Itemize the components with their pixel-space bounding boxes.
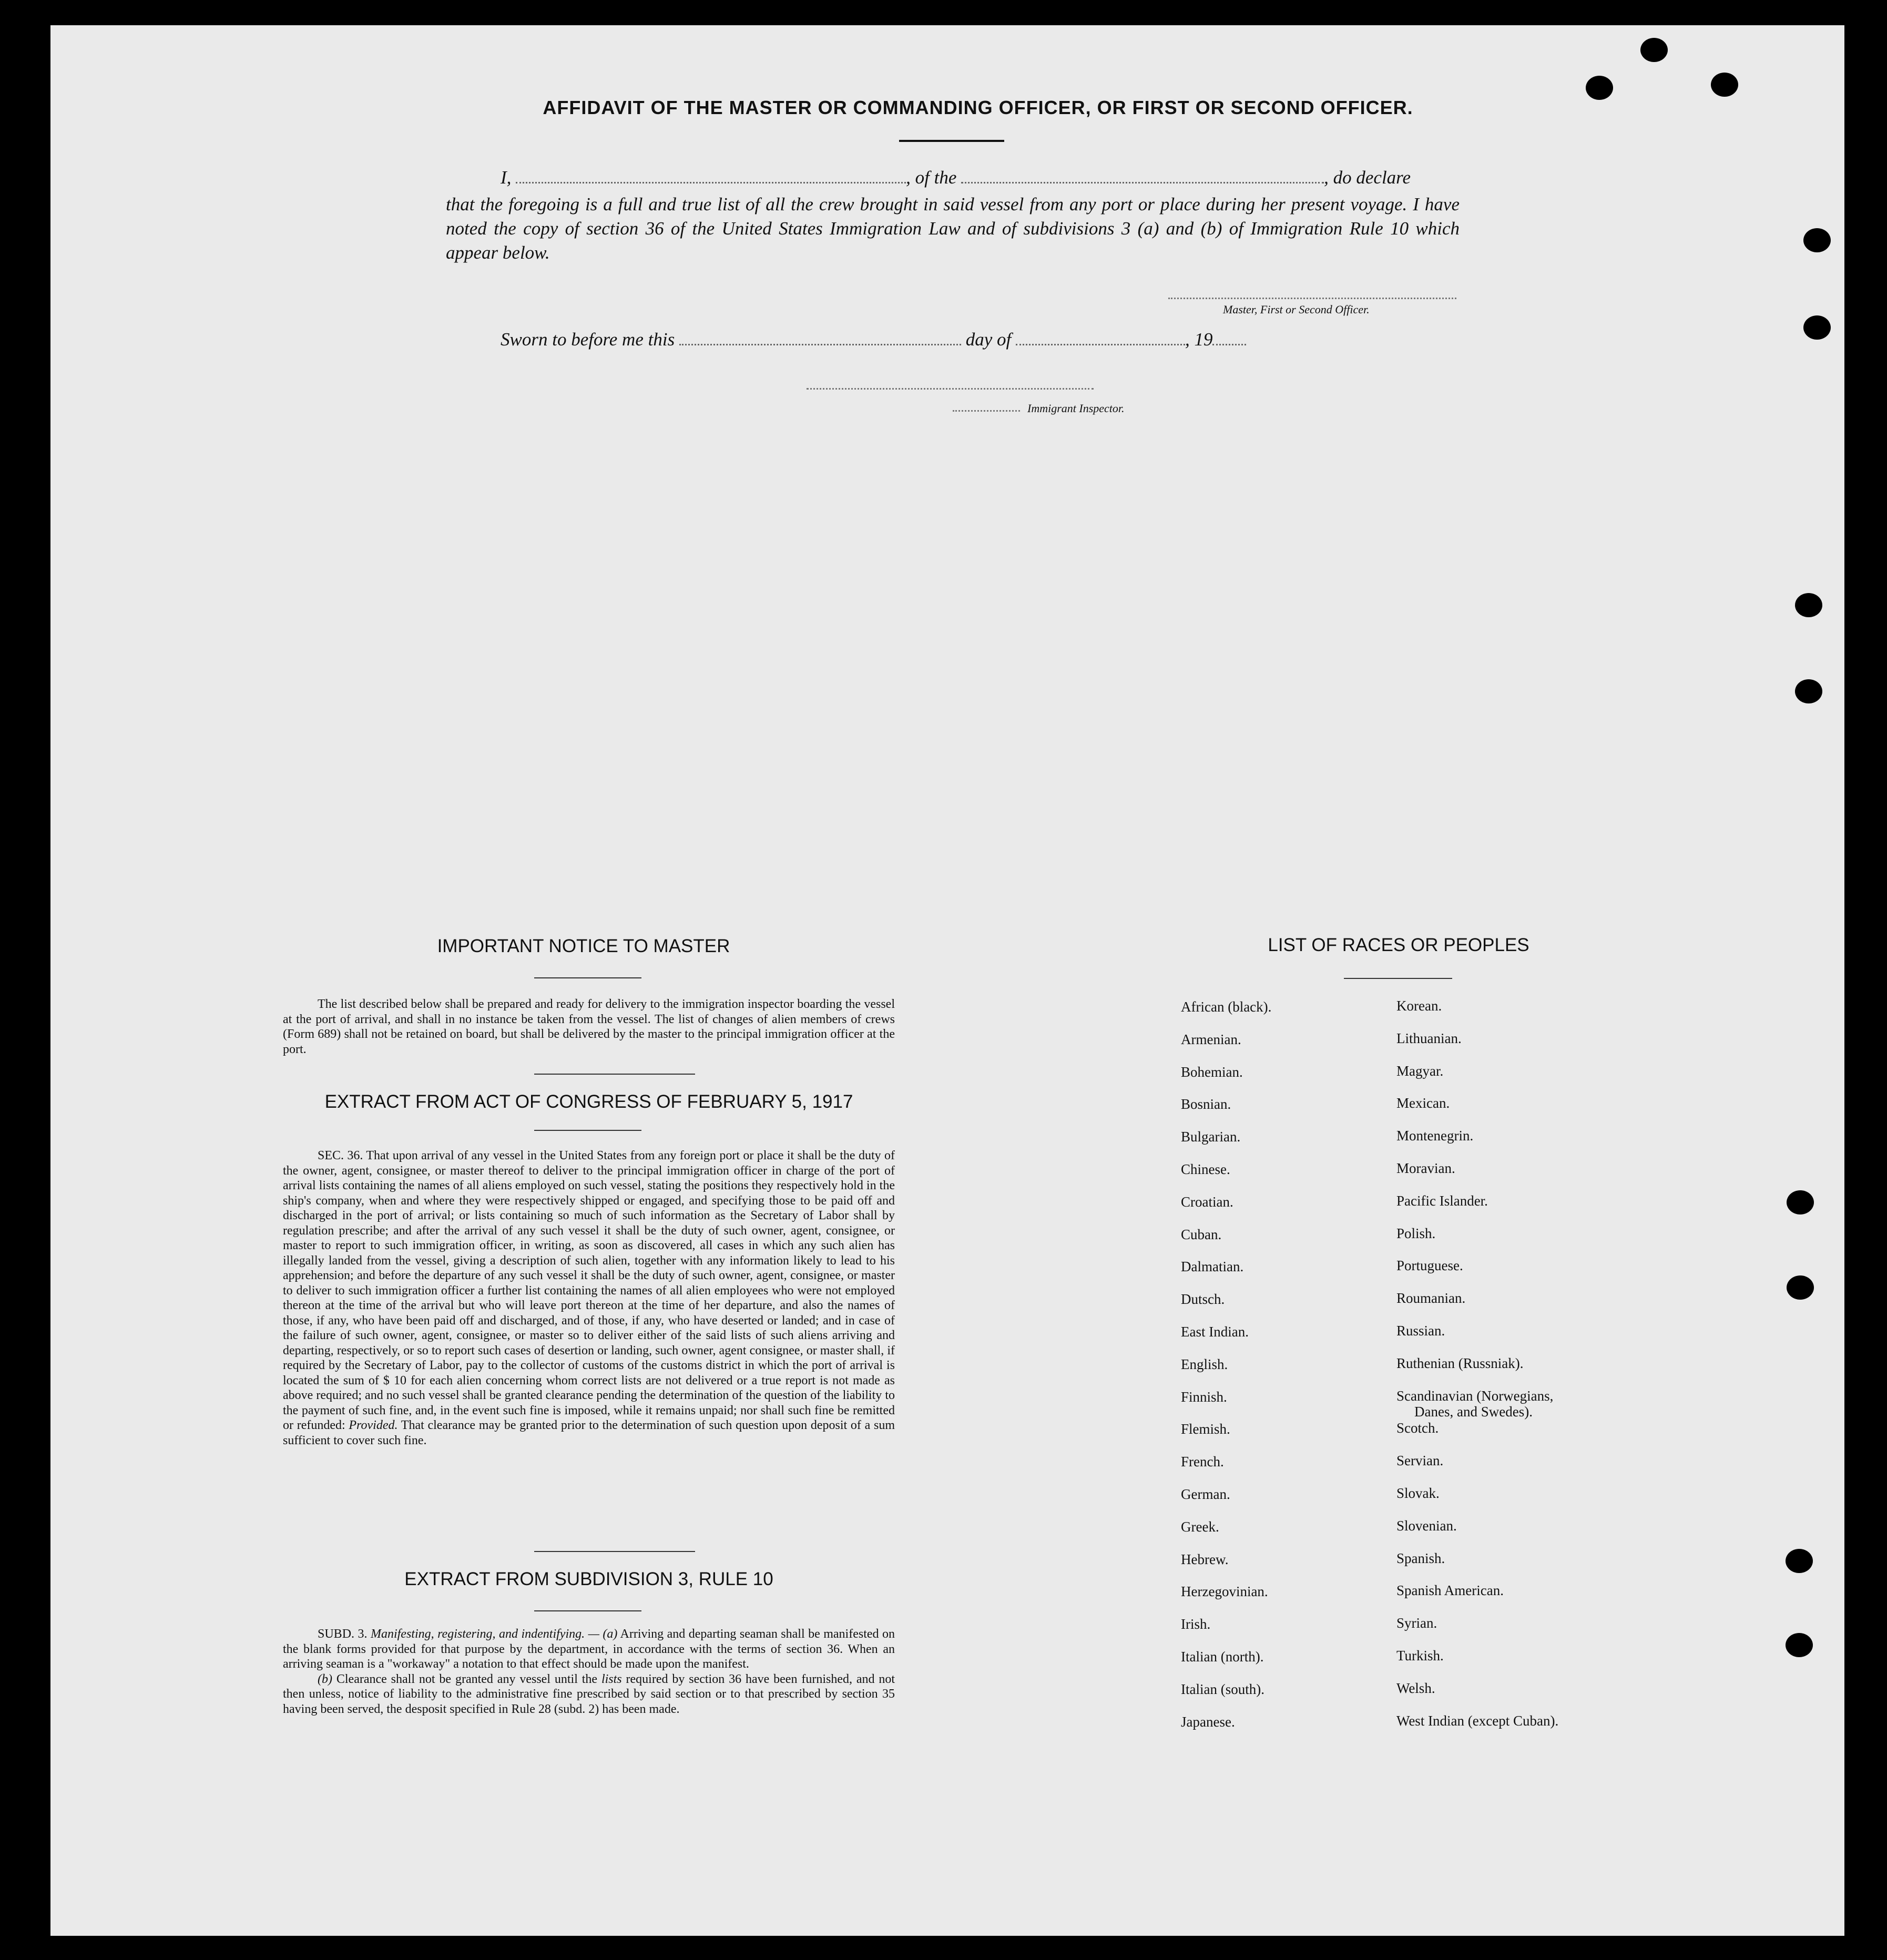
subd-b-label: (b): [318, 1672, 332, 1686]
race-item: Italian (north).: [1181, 1649, 1264, 1665]
race-item: Welsh.: [1396, 1680, 1435, 1696]
race-item: German.: [1181, 1486, 1230, 1502]
race-item: Russian.: [1396, 1323, 1445, 1339]
race-item: Pacific Islander.: [1396, 1192, 1488, 1209]
inspector-signature-field[interactable]: [807, 388, 1094, 390]
notice-divider: [534, 977, 641, 978]
race-item: Moravian.: [1396, 1160, 1455, 1176]
act-extract-text: [283, 1148, 895, 1448]
race-item: Portuguese.: [1396, 1258, 1463, 1274]
inspector-caption: Immigrant Inspector.: [1027, 402, 1125, 415]
race-item: Cuban.: [1181, 1226, 1222, 1242]
punch-hole: [1787, 1275, 1814, 1300]
race-item: Hebrew.: [1181, 1551, 1229, 1567]
scandinavian-continuation: Danes, and Swedes).: [1414, 1404, 1533, 1420]
race-item: Servian.: [1396, 1453, 1444, 1469]
race-item: English.: [1181, 1356, 1228, 1372]
declare-suffix: , do declare: [1324, 167, 1411, 188]
race-item: Korean.: [1396, 998, 1442, 1014]
race-item: Magyar.: [1396, 1063, 1444, 1079]
affidavit-paragraph: that the foregoing is a full and true list of all the crew brought in said vessel from any port or place during her present voyage. I have noted the copy of section 36 of the United States Immigration Law and of subdivisions 3 (a) and (b) of Immigration Rule 10 which appear below.: [446, 194, 1460, 263]
subd-label: SUBD. 3.: [318, 1627, 368, 1641]
race-item: African (black).: [1181, 999, 1272, 1015]
punch-hole: [1786, 1549, 1813, 1573]
vessel-prefix: , of the: [906, 167, 957, 188]
race-item: Italian (south).: [1181, 1681, 1264, 1697]
punch-hole: [1803, 315, 1831, 340]
declarant-prefix: I,: [501, 167, 512, 188]
race-item: Roumanian.: [1396, 1290, 1466, 1306]
notice-text: [283, 997, 895, 1057]
sworn-month-field[interactable]: [1016, 341, 1185, 345]
race-item: Bulgarian.: [1181, 1129, 1241, 1145]
race-item: Dutsch.: [1181, 1291, 1225, 1308]
race-item: West Indian (except Cuban).: [1396, 1712, 1559, 1729]
sworn-year-prefix: , 19: [1185, 329, 1213, 350]
race-item: Armenian.: [1181, 1031, 1241, 1047]
race-item: Montenegrin.: [1396, 1128, 1474, 1144]
affidavit-title: AFFIDAVIT OF THE MASTER OR COMMANDING OFFICER, OR FIRST OR SECOND OFFICER.: [543, 97, 1413, 118]
sworn-prefix: Sworn to before me this: [501, 329, 675, 350]
act-extract-divider: [534, 1130, 641, 1131]
race-item: Irish.: [1181, 1616, 1211, 1632]
sworn-day-field[interactable]: [679, 341, 961, 345]
subd-lists-word: lists: [601, 1672, 622, 1686]
race-item: Flemish.: [1181, 1421, 1230, 1437]
sworn-year-field[interactable]: [1212, 341, 1246, 345]
race-item: Bosnian.: [1181, 1096, 1231, 1112]
punch-hole: [1795, 593, 1822, 617]
rule-extract-divider: [534, 1610, 641, 1611]
sworn-line: [501, 329, 1246, 350]
notice-heading: IMPORTANT NOTICE TO MASTER: [437, 936, 730, 956]
race-item: Polish.: [1396, 1225, 1436, 1241]
notice-paragraph: The list described below shall be prepared and ready for delivery to the immigration inspector boarding the vessel at the port of arrival, and shall in no instance be taken from the vessel. The list of changes of alien members of crews (Form 689) shall not be retained on board, but shall be delivered by the master to the principal immigration officer at the port.: [283, 997, 895, 1056]
title-divider: [899, 140, 1004, 142]
sec36-text: SEC. 36. That upon arrival of any vessel in the United States from any foreign port or place it shall be the duty of the owner, agent, consignee, or master thereof to deliver to the principal immigration officer in charge of the port of arrival lists containing the names of all aliens employed on such vessel, stating the positions they respectively hold in the ship's company, when and where they were respectively shipped or engaged, and specifying those to be paid off and discharged in the port of arrival; or lists containing so much of such information as the Secretary of Labor shall by regulation prescribe; and after the arrival of any such vessel it shall be the duty of such owner, agent, consignee, or master to report to such immigration officer, in writing, as soon as discovered, all cases in which any such alien has illegally landed from the vessel, giving a description of such alien, together with any information likely to lead to his apprehension; and before the departure of any such vessel it shall be the duty of such owner, agent, consignee, or master to deliver to such immigration officer a further list containing the names of all alien employees who were not employed thereon at the time of the arrival but who will leave port thereon at the time of her departure, and also the names of those, if any, who have been paid off and discharged, and of those, if any, who have deserted or landed; and in case of the failure of such owner, agent, consignee, or master so to deliver either of the said lists of such aliens arriving and departing, respectively, or so to report such cases of desertion or landing, such owner, agent consignee, or master shall, if required by the Secretary of Labor, pay to the collector of customs of the customs district in which the port of arrival is located the sum of $ 10 for each alien concerning whom correct lists are not delivered or a true report is not made as above required; and no such vessel shall be granted clearance pending the determination of the question of the liability to the payment of such fine, and, in the event such fine is imposed, while it remains unpaid; nor shall such fine be remitted or refunded:: [283, 1149, 895, 1432]
races-heading: LIST OF RACES OR PEOPLES: [1268, 935, 1529, 955]
race-item: Chinese.: [1181, 1161, 1230, 1177]
proviso-word: Provided.: [349, 1418, 398, 1432]
declarant-line: [501, 167, 1411, 188]
race-item: French.: [1181, 1454, 1224, 1470]
race-item: Turkish.: [1396, 1648, 1444, 1663]
sec36-text-end: That clearance may be granted prior to the determination of such question upon deposit of a sum sufficient to cover such fine.: [283, 1418, 895, 1447]
punch-hole: [1787, 1190, 1814, 1214]
race-item: East Indian.: [1181, 1324, 1249, 1340]
master-caption: Master, First or Second Officer.: [1223, 303, 1370, 316]
punch-hole: [1586, 76, 1613, 100]
race-item: Slovak.: [1396, 1485, 1440, 1501]
race-item: Finnish.: [1181, 1389, 1227, 1405]
punch-hole: [1795, 679, 1822, 703]
notice-end-divider: [534, 1074, 695, 1075]
inspector-signature-line-short: [953, 410, 1020, 412]
punch-hole: [1640, 38, 1668, 62]
race-item: Slovenian.: [1396, 1517, 1457, 1534]
punch-hole: [1786, 1633, 1813, 1657]
master-signature-field[interactable]: [1168, 298, 1456, 299]
race-item: Ruthenian (Russniak).: [1396, 1355, 1524, 1371]
subd-para-a: Arriving and departing seaman shall be manifested on the blank forms provided for that purpose by the department, in accordance with the terms of section 36. When an arriving seaman is a "workaway" a notation to that effect should be made upon the manifest.: [283, 1627, 895, 1671]
subd-para-b-1: Clearance shall not be granted any vessel until the: [336, 1672, 598, 1686]
vessel-name-field[interactable]: [961, 179, 1324, 183]
race-item: Greek.: [1181, 1518, 1219, 1535]
race-item: Croatian.: [1181, 1193, 1233, 1210]
punch-hole: [1803, 228, 1831, 252]
race-item: Spanish.: [1396, 1550, 1445, 1566]
race-item: Mexican.: [1396, 1095, 1450, 1111]
race-item: Herzegovinian.: [1181, 1584, 1268, 1600]
race-item: Scandinavian (Norwegians,: [1396, 1387, 1554, 1404]
rule-extract-text: [283, 1627, 895, 1717]
race-item: Scotch.: [1396, 1420, 1439, 1436]
race-item: Lithuanian.: [1396, 1030, 1462, 1046]
sworn-mid: day of: [965, 329, 1012, 350]
race-item: Syrian.: [1396, 1615, 1437, 1631]
act-extract-heading: EXTRACT FROM ACT OF CONGRESS OF FEBRUARY 5, 1917: [324, 1091, 853, 1112]
punch-hole: [1711, 73, 1738, 97]
declarant-name-field[interactable]: [516, 179, 906, 183]
subd-title: Manifesting, registering, and indentifying. — (a): [370, 1627, 618, 1641]
race-item: Bohemian.: [1181, 1064, 1243, 1080]
races-divider: [1344, 978, 1452, 979]
race-item: Japanese.: [1181, 1713, 1235, 1730]
race-item: Dalmatian.: [1181, 1259, 1244, 1275]
rule-extract-heading: EXTRACT FROM SUBDIVISION 3, RULE 10: [404, 1569, 773, 1589]
act-extract-end-divider: [534, 1551, 695, 1552]
race-item: Spanish American.: [1396, 1583, 1504, 1599]
subd-para-b-2: required by section 36 have been furnished, and not then unless, notice of liability to the administrative fine prescribed by said section or to that prescribed by section 35 having been served, the desposit specified in Rule 28 (subd. 2) has been made.: [283, 1672, 895, 1716]
